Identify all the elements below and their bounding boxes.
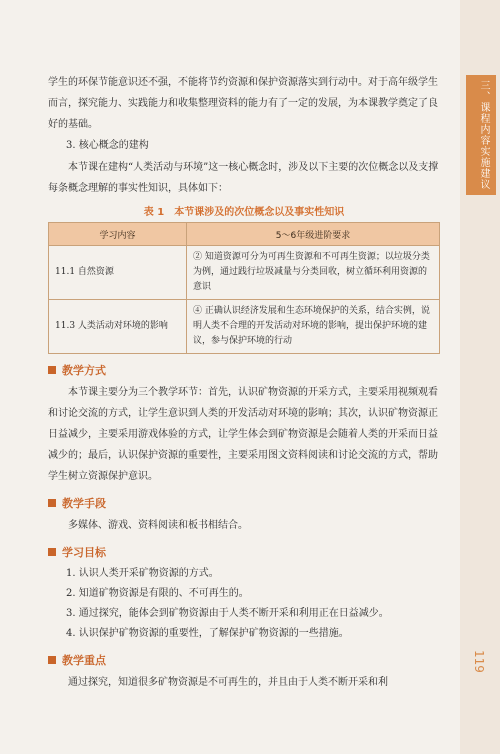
main-content	[48, 72, 440, 693]
concepts-table	[48, 222, 440, 354]
section-title: 教学重点	[62, 654, 106, 667]
table-header-row	[49, 223, 440, 246]
table-cell-requirement: ④ 正确认识经济发展和生态环境保护的关系，结合实例，说明人类不合理的开发活动对环境的影响，提出保护环境的建议，参与保护环境的行动	[187, 300, 440, 354]
list-item: 4. 认识保护矿物资源的重要性，了解保护矿物资源的一些措施。	[66, 628, 349, 639]
subheading-core-concept: 3. 核心概念的建构	[66, 140, 149, 151]
paragraph-key: 通过探究，知道很多矿物资源是不可再生的，并且由于人类不断开采和利	[68, 677, 388, 688]
section-marker-icon	[48, 366, 56, 374]
goals-list	[48, 564, 440, 644]
section-heading-method	[48, 362, 440, 378]
table-row	[49, 300, 440, 354]
section-title: 教学手段	[62, 497, 106, 510]
table-cell-code: 11.3 人类活动对环境的影响	[49, 300, 187, 354]
list-item: 2. 知道矿物资源是有限的、不可再生的。	[66, 588, 249, 599]
section-heading-goals	[48, 544, 440, 560]
paragraph-method: 本节课主要分为三个教学环节：首先，认识矿物资源的开采方式，主要采用视频观看和讨论交流的方式，让学生意识到人类的开发活动对环境的影响；其次，认识矿物资源正日益减少，主要采用游戏体验的方式，让学生体会到矿物资源是会随着人类的开采而日益减少的；最后，认识保护资源的重要性，主要采用图文资料阅读和讨论交流的方式，帮助学生树立资源保护意识。	[48, 387, 438, 482]
table-cell-code: 11.1 自然资源	[49, 246, 187, 300]
paragraph-concepts: 本节课在建构“人类活动与环境”这一核心概念时，涉及以下主要的次位概念以及支撑每条概念理解的事实性知识，具体如下：	[48, 162, 439, 194]
section-title: 教学方式	[62, 364, 106, 377]
table-header-content: 学习内容	[49, 223, 187, 246]
section-marker-icon	[48, 656, 56, 664]
side-tab	[460, 0, 500, 754]
section-title: 学习目标	[62, 546, 106, 559]
table-title: 表 1 本节课涉及的次位概念以及事实性知识	[143, 207, 345, 218]
table-header-requirement: 5～6年级进阶要求	[187, 223, 440, 246]
page-number: 119	[472, 650, 486, 673]
table-cell-requirement: ② 知道资源可分为可再生资源和不可再生资源；以垃圾分类为例，通过践行垃圾减量与分类回收，树立循环利用资源的意识	[187, 246, 440, 300]
table-row	[49, 246, 440, 300]
section-marker-icon	[48, 548, 56, 556]
paragraph-means: 多媒体、游戏、资料阅读和板书相结合。	[68, 520, 248, 531]
list-item: 3. 通过探究，能体会到矿物资源由于人类不断开采和利用正在日益减少。	[66, 608, 389, 619]
list-item: 1. 认识人类开采矿物资源的方式。	[66, 568, 219, 579]
side-tab-label: 三、课程内容实施建议	[478, 80, 489, 190]
section-marker-icon	[48, 499, 56, 507]
paragraph-intro: 学生的环保节能意识还不强，不能将节约资源和保护资源落实到行动中。对于高年级学生而言，探究能力、实践能力和收集整理资料的能力有了一定的发展，为本课教学奠定了良好的基础。	[48, 77, 438, 130]
section-heading-means	[48, 495, 440, 511]
section-heading-key	[48, 652, 440, 668]
